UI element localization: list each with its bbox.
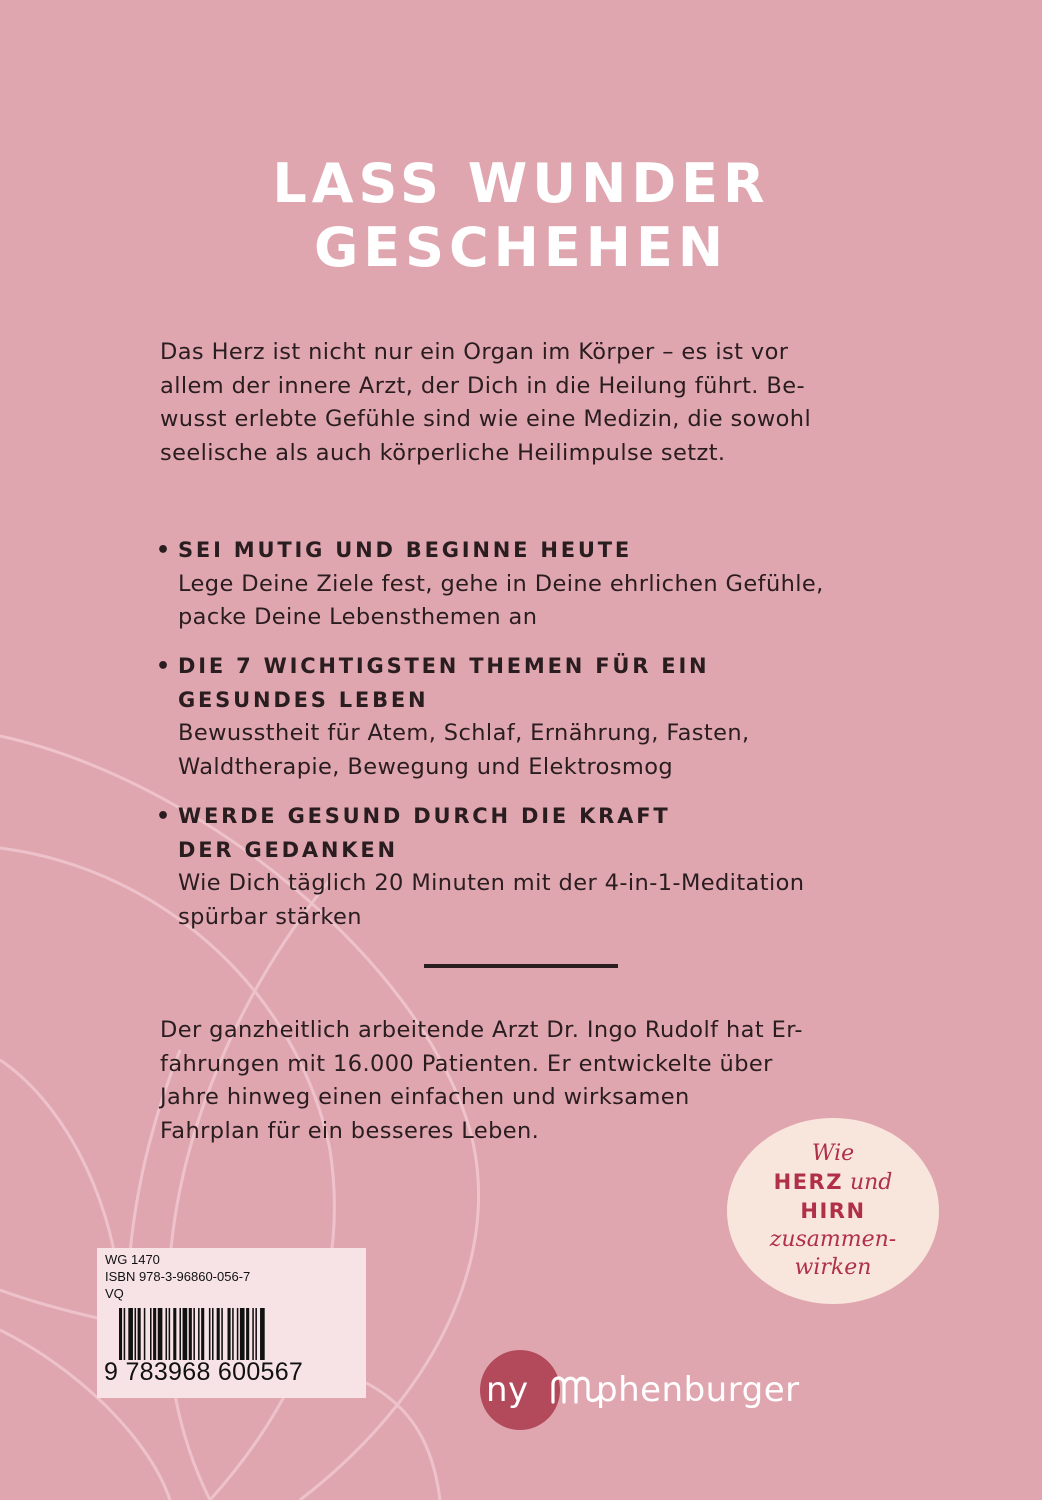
bullet-icon: • <box>156 654 171 679</box>
barcode-bar <box>232 1308 234 1360</box>
publisher-m-glyph <box>550 1374 602 1404</box>
title-line-1: LASS WUNDER <box>272 152 770 215</box>
seal-und: und <box>849 1170 893 1195</box>
feature-heading <box>178 650 898 717</box>
barcode-bar <box>173 1308 176 1360</box>
barcode-bar <box>169 1308 171 1360</box>
barcode-bar <box>128 1308 133 1360</box>
barcode-bar <box>212 1308 214 1360</box>
feature-body-line: Waldtherapie, Bewegung und Elektrosmog <box>178 753 674 780</box>
feature-item-1 <box>156 534 898 635</box>
barcode-bar <box>138 1308 141 1360</box>
barcode-bar <box>221 1308 223 1360</box>
seal-line-hirn <box>800 1197 865 1226</box>
barcode-bar <box>135 1308 137 1360</box>
seal-line-herz <box>774 1168 893 1197</box>
publisher-ny: ny <box>486 1370 529 1410</box>
feature-body <box>178 717 898 784</box>
feature-item-2 <box>156 650 898 784</box>
barcode-bar <box>228 1308 231 1360</box>
feature-heading <box>178 534 898 568</box>
barcode-bar <box>150 1308 152 1360</box>
barcode-bar <box>260 1308 265 1360</box>
intro-paragraph <box>160 336 880 470</box>
bullet-icon: • <box>156 538 171 563</box>
feature-body <box>178 568 898 635</box>
feature-body-line: Lege Deine Ziele fest, gehe in Deine ehrlichen Gefühle, <box>178 570 824 597</box>
publisher-logo <box>480 1350 800 1430</box>
intro-line: wusst erlebte Gefühle sind wie eine Medizin, die sowohl <box>160 406 812 432</box>
feature-body-line: spürbar stärken <box>178 903 362 930</box>
feature-heading-line: DER GEDANKEN <box>178 837 398 862</box>
seal-hirn: HIRN <box>800 1199 866 1223</box>
barcode-vq: VQ <box>105 1286 124 1301</box>
author-line: fahrungen mit 16.000 Patienten. Er entwickelte über <box>160 1050 773 1077</box>
barcode-bar <box>198 1308 200 1360</box>
bullet-icon: • <box>156 804 171 829</box>
barcode-bar <box>237 1308 239 1360</box>
barcode-bar <box>158 1308 163 1360</box>
book-title <box>0 152 1042 280</box>
feature-body-line: packe Deine Lebensthemen an <box>178 604 538 630</box>
intro-line: seelische als auch körperliche Heilimpulse setzt. <box>160 439 726 466</box>
barcode-bars <box>119 1308 345 1360</box>
barcode-bar <box>255 1308 257 1360</box>
seal-line-wie: Wie <box>811 1141 855 1166</box>
barcode-label <box>97 1248 366 1398</box>
section-divider <box>424 964 618 968</box>
publisher-rest: phenburger <box>596 1370 800 1410</box>
feature-item-3 <box>156 800 898 934</box>
feature-body-line: Bewusstheit für Atem, Schlaf, Ernährung, Fasten, <box>178 720 750 746</box>
barcode-bar <box>217 1308 220 1360</box>
author-paragraph <box>160 1014 880 1148</box>
seal-herz: HERZ <box>773 1170 843 1194</box>
barcode-bar <box>240 1308 245 1360</box>
feature-heading-line: GESUNDES LEBEN <box>178 687 429 712</box>
seal-line-wirken: wirken <box>794 1255 872 1280</box>
barcode-bar <box>201 1308 204 1360</box>
author-line: Jahre hinweg einen einfachen und wirksamen <box>160 1084 690 1110</box>
barcode-wg: WG 1470 <box>105 1252 160 1267</box>
barcode-bar <box>246 1308 249 1360</box>
feature-heading <box>178 800 898 867</box>
barcode-bar <box>189 1308 192 1360</box>
feature-heading-line: SEI MUTIG UND BEGINNE HEUTE <box>178 538 633 562</box>
barcode-isbn: ISBN 978-3-96860-056-7 <box>105 1269 251 1284</box>
barcode-bar <box>193 1308 195 1360</box>
barcode-bar <box>183 1308 188 1360</box>
feature-heading-line: WERDE GESUND DURCH DIE KRAFT <box>178 804 671 828</box>
herz-hirn-seal <box>727 1118 939 1304</box>
barcode-bar <box>179 1308 181 1360</box>
seal-line-zusammen: zusammen- <box>769 1227 897 1252</box>
author-line: Fahrplan für ein besseres Leben. <box>160 1117 540 1144</box>
title-line-2: GESCHEHEN <box>313 216 729 279</box>
intro-line: Das Herz ist nicht nur ein Organ im Körper – es ist vor <box>160 339 789 365</box>
barcode-bar <box>252 1308 254 1360</box>
barcode-bar <box>124 1308 126 1360</box>
barcode-bar <box>119 1308 122 1360</box>
feature-body-line: Wie Dich täglich 20 Minuten mit der 4-in-1-Meditation <box>178 870 805 896</box>
feature-heading-line: DIE 7 WICHTIGSTEN THEMEN FÜR EIN <box>178 654 710 678</box>
barcode-bar <box>166 1308 168 1360</box>
feature-body <box>178 867 898 934</box>
barcode-bar <box>144 1308 146 1360</box>
barcode-bar <box>153 1308 156 1360</box>
barcode-digits: 9 783968 600567 <box>104 1358 304 1386</box>
intro-line: allem der innere Arzt, der Dich in die Heilung führt. Be- <box>160 372 805 399</box>
barcode-bar <box>209 1308 211 1360</box>
author-line: Der ganzheitlich arbeitende Arzt Dr. Ingo Rudolf hat Er- <box>160 1017 803 1043</box>
